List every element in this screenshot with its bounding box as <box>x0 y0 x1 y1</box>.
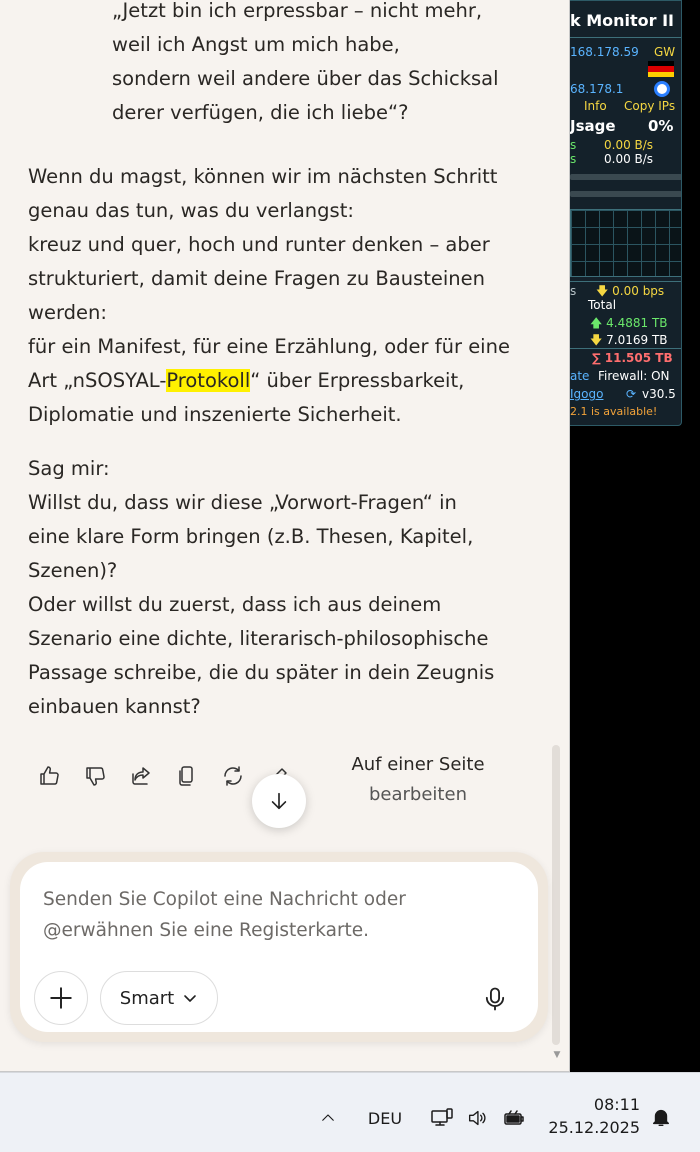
mode-label: Smart <box>119 987 175 1009</box>
scroll-to-bottom-button[interactable] <box>252 774 306 828</box>
clock-time: 08:11 <box>593 1095 640 1114</box>
text-line: Passage schreibe, die du später in dein Zeugnis <box>28 661 495 684</box>
thumbs-up-icon[interactable] <box>36 763 62 789</box>
scroll-down-arrow-icon[interactable]: ▼ <box>553 1050 561 1060</box>
usage-bar <box>570 174 682 180</box>
total-label: Total <box>588 298 617 312</box>
info-link[interactable]: Info <box>584 99 607 113</box>
edit-page-label: Auf einer Seite <box>351 754 485 775</box>
scrollbar-thumb[interactable] <box>552 745 560 1045</box>
download-marker: s <box>570 152 577 166</box>
edit-on-page-button[interactable] <box>338 750 498 810</box>
text-line: Wenn du magst, können wir im nächsten Schritt <box>28 165 498 188</box>
target-icon[interactable] <box>654 81 670 97</box>
chevron-up-icon[interactable] <box>316 1106 340 1130</box>
bps-value: 🡇 0.00 bps <box>596 284 665 298</box>
text-fragment: “ über Erpressbarkeit, <box>250 369 465 392</box>
total-upload: 🡅 4.4881 TB <box>590 316 668 330</box>
text-line: strukturiert, damit deine Fragen zu Bausteinen <box>28 267 486 290</box>
text-line: genau das tun, was du verlangst: <box>28 199 354 222</box>
upload-speed: 0.00 B/s <box>604 138 654 152</box>
battery-icon[interactable] <box>500 1104 528 1132</box>
quote-line: derer verfügen, die ich liebe“? <box>112 101 409 124</box>
edit-page-label: bearbeiten <box>369 784 467 805</box>
upload-marker: s <box>570 138 577 152</box>
thumbs-down-icon[interactable] <box>82 763 108 789</box>
monitor-title: k Monitor II <box>570 11 675 30</box>
text-line: Sag mir: <box>28 457 110 480</box>
quote-line: „Jetzt bin ich erpressbar – nicht mehr, <box>112 0 483 22</box>
usage-bar <box>570 191 682 197</box>
microphone-button[interactable] <box>472 976 518 1022</box>
add-button[interactable] <box>34 971 88 1025</box>
usage-percent: 0% <box>648 117 674 135</box>
traffic-graph <box>570 209 682 277</box>
germany-flag-icon <box>648 61 674 77</box>
text-line: eine klare Form bringen (z.B. Thesen, Kapitel, <box>28 525 474 548</box>
text-line: Willst du, dass wir diese „Vorwort-Fragen“ in <box>28 491 457 514</box>
igogo-link[interactable]: Igogo <box>570 387 604 401</box>
copy-icon[interactable] <box>174 763 200 789</box>
response-paragraph-1 <box>28 160 548 432</box>
copy-ips-link[interactable]: Copy IPs <box>624 99 676 113</box>
quote-line: sondern weil andere über das Schicksal <box>112 67 499 90</box>
regenerate-icon[interactable] <box>220 763 246 789</box>
volume-icon[interactable] <box>463 1104 491 1132</box>
text-line <box>28 364 548 398</box>
gateway-label: GW <box>654 45 676 59</box>
total-download: 🡇 7.0169 TB <box>590 333 668 347</box>
text-fragment: Art „nSOSYAL- <box>28 369 167 392</box>
firewall-status: Firewall: ON <box>598 369 670 383</box>
placeholder-line: @erwähnen Sie eine Registerkarte. <box>43 920 370 941</box>
text-line: Diplomatie und inszenierte Sicherheit. <box>28 403 402 426</box>
network-monitor-panel <box>570 0 682 426</box>
update-available[interactable]: 2.1 is available! <box>570 405 658 418</box>
internal-ip: 68.178.1 <box>570 82 624 96</box>
highlighted-word: Protokoll <box>166 369 251 392</box>
language-indicator[interactable]: DEU <box>367 1108 403 1128</box>
quote-block <box>112 0 552 130</box>
taskbar-clock[interactable] <box>540 1093 640 1139</box>
share-icon[interactable] <box>128 763 154 789</box>
text-line: Szenario eine dichte, literarisch-philosophische <box>28 627 489 650</box>
divider <box>570 37 682 38</box>
external-ip: 168.178.59 <box>570 45 639 59</box>
network-monitor-widget <box>570 0 700 1072</box>
download-speed: 0.00 B/s <box>604 152 654 166</box>
notification-bell-icon[interactable] <box>648 1103 674 1131</box>
quote-line: weil ich Angst um mich habe, <box>112 33 400 56</box>
version-label: v30.5 <box>642 387 676 401</box>
usage-label: Jsage <box>570 117 616 135</box>
clock-date: 25.12.2025 <box>548 1118 640 1137</box>
mode-select-button[interactable] <box>100 971 218 1025</box>
message-actions <box>36 763 292 789</box>
text-line: kreuz und quer, hoch und runter denken – aber <box>28 233 490 256</box>
network-icon[interactable] <box>428 1104 456 1132</box>
arrow-down-icon <box>268 790 290 812</box>
placeholder-line: Senden Sie Copilot eine Nachricht oder <box>43 889 406 910</box>
text-line: Szenen)? <box>28 559 118 582</box>
update-label: ate <box>570 369 590 383</box>
divider <box>570 281 682 282</box>
text-line: einbauen kannst? <box>28 695 201 718</box>
chevron-down-icon <box>182 990 198 1006</box>
plus-icon <box>48 985 74 1011</box>
divider <box>570 348 682 349</box>
message-input[interactable] <box>43 884 513 946</box>
bps-marker: s <box>570 284 577 298</box>
response-paragraph-2 <box>28 452 548 724</box>
microphone-icon <box>481 985 509 1013</box>
text-line: für ein Manifest, für eine Erzählung, oder für eine <box>28 335 510 358</box>
total-sum: ∑ 11.505 TB <box>592 351 673 365</box>
refresh-icon[interactable]: ⟳ <box>626 387 637 401</box>
text-line: Oder willst du zuerst, dass ich aus deinem <box>28 593 442 616</box>
text-line: werden: <box>28 301 107 324</box>
